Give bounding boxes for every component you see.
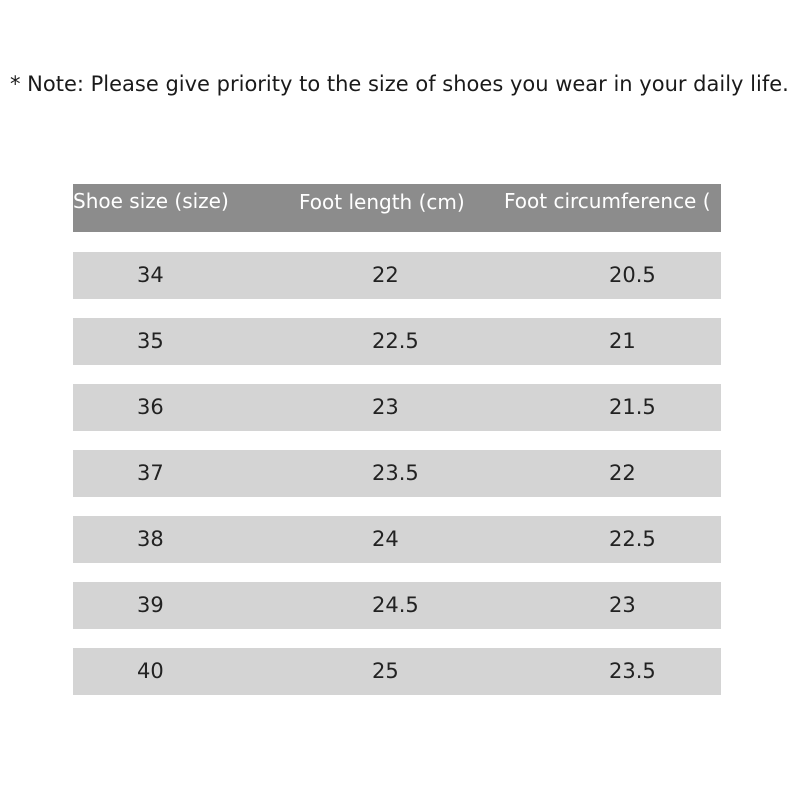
table-row [73,252,721,299]
table-row [73,318,721,365]
cell-foot-length: 22 [372,263,399,287]
cell-foot-circumference: 23.5 [609,659,656,683]
table-header [73,184,721,232]
header-foot-circumference: Foot circumference ( [504,189,711,213]
header-foot-length: Foot length (cm) [299,190,465,214]
cell-foot-circumference: 20.5 [609,263,656,287]
size-note: * Note: Please give priority to the size of shoes you wear in your daily life. [10,72,789,96]
cell-shoe-size: 34 [137,263,164,287]
size-chart-table [73,184,721,695]
cell-foot-length: 23 [372,395,399,419]
cell-shoe-size: 35 [137,329,164,353]
cell-foot-circumference: 21.5 [609,395,656,419]
table-row [73,648,721,695]
cell-foot-circumference: 23 [609,593,636,617]
cell-foot-circumference: 22 [609,461,636,485]
cell-shoe-size: 39 [137,593,164,617]
table-row [73,516,721,563]
header-shoe-size: Shoe size (size) [73,189,229,213]
cell-foot-length: 24.5 [372,593,419,617]
cell-foot-length: 23.5 [372,461,419,485]
cell-shoe-size: 40 [137,659,164,683]
cell-foot-circumference: 21 [609,329,636,353]
cell-shoe-size: 37 [137,461,164,485]
cell-foot-length: 24 [372,527,399,551]
table-row [73,582,721,629]
cell-foot-length: 22.5 [372,329,419,353]
cell-foot-length: 25 [372,659,399,683]
cell-shoe-size: 36 [137,395,164,419]
table-body [73,252,721,695]
table-row [73,384,721,431]
table-row [73,450,721,497]
cell-foot-circumference: 22.5 [609,527,656,551]
cell-shoe-size: 38 [137,527,164,551]
